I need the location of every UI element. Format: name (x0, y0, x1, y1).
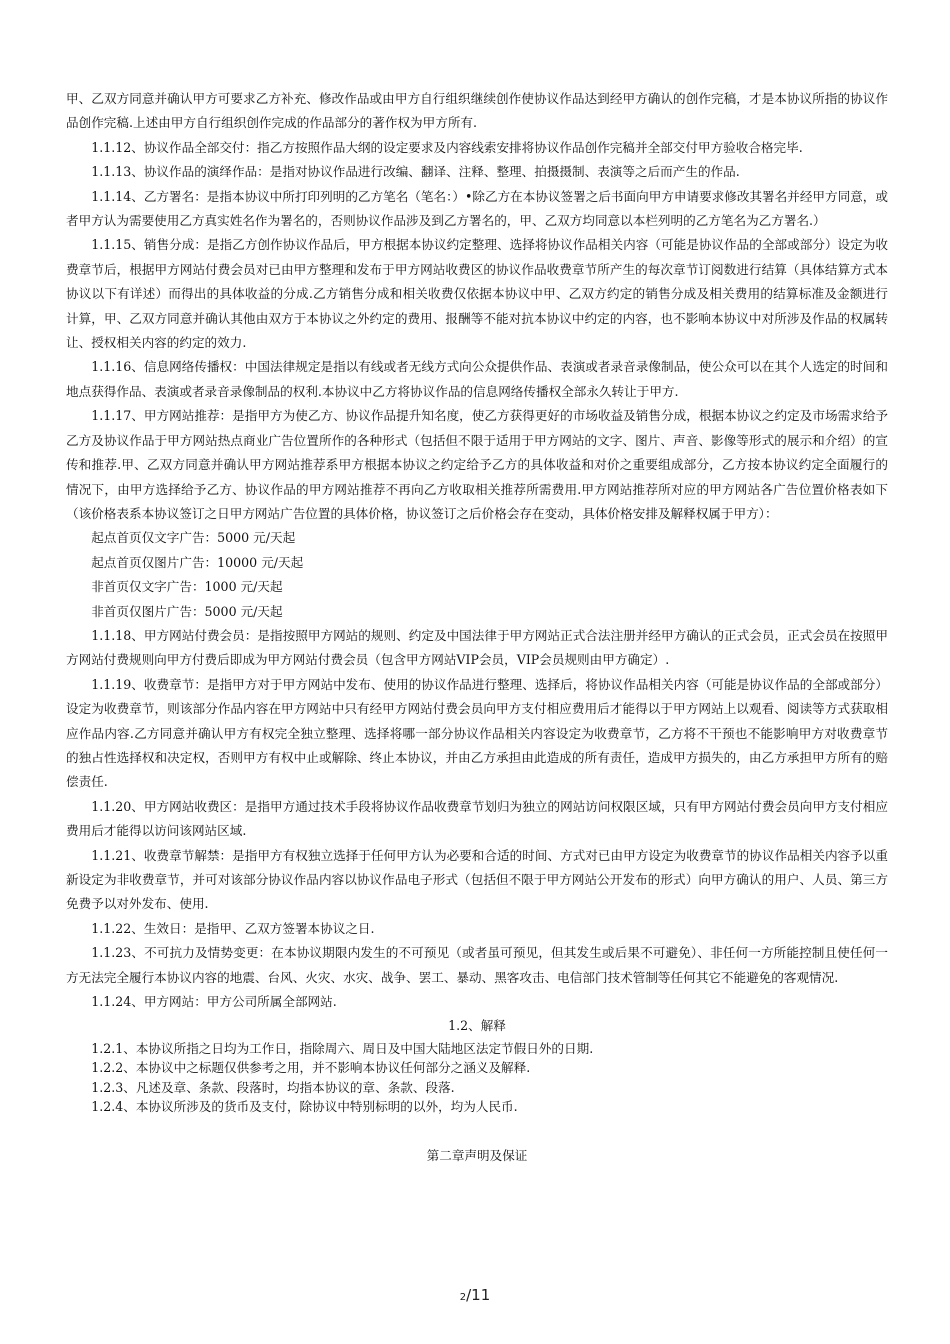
clause-1-2-1: 1.2.1、本协议所指之日均为工作日，指除周六、周日及中国大陆地区法定节假日外的日期. (91, 1040, 594, 1056)
clause-1-1-22: 1.1.22、生效日：是指甲、乙双方签署本协议之日. (91, 920, 375, 936)
clause-1-2-2: 1.2.2、本协议中之标题仅供参考之用，并不影响本协议任何部分之涵义及解释. (91, 1060, 531, 1076)
chapter-title: 第二章声明及保证 (426, 1147, 528, 1163)
document-body (66, 87, 888, 1168)
clause-1-1-19: 1.1.19、收费章节：是指甲方对于甲方网站中发布、使用的协议作品进行整理、选择后，将协议作品相关内容（可能是协议作品的全部或部分）设定为收费章节，则该部分作品内容在甲方网站中只有经甲方网站付费会员向甲方支付相应费用后才能得以于甲方网站上以观看、阅读等方式获取相应作品内容.乙方同意并确认甲方有权完全独立整理、选择将哪一部分协议作品相关内容设定为收费章节，乙方将不干预也不能影响甲方对收费章节的独占性选择权和决定权，否则甲方有权中止或解除、终止本协议，并由乙方承担由此造成的所有责任，造成甲方损失的，由乙方承担甲方所有的赔偿责任. (66, 676, 888, 790)
clause-1-1-21: 1.1.21、收费章节解禁：是指甲方有权独立选择于任何甲方认为必要和合适的时间、方式对已由甲方设定为收费章节的协议作品相关内容予以重新设定为非收费章节，并可对该部分协议作品内容以协议作品电子形式（包括但不限于甲方网站公开发布的形式）向甲方确认的用户、人员、第三方免费予以对外发布、使用. (66, 847, 888, 912)
clause-1-1-13: 1.1.13、协议作品的演绎作品：是指对协议作品进行改编、翻译、注释、整理、拍摄摄制、表演等之后而产生的作品. (91, 164, 740, 180)
clause-1-1-14: 1.1.14、乙方署名：是指本协议中所打印列明的乙方笔名（笔名：）•除乙方在本协议签署之后书面向甲方申请要求修改其署名并经甲方同意，或者甲方认为需要使用乙方真实姓名作为署名的，否则协议作品涉及到乙方署名的，甲、乙双方均同意以本栏列明的乙方笔名为乙方署名.） (66, 188, 888, 229)
price-item: 非首页仅文字广告：1000 元/天起 (91, 579, 283, 595)
page-number (0, 1286, 950, 1304)
price-item: 起点首页仅图片广告：10000 元/天起 (91, 554, 304, 570)
price-item: 起点首页仅文字广告：5000 元/天起 (91, 530, 296, 546)
clause-1-1-24: 1.1.24、甲方网站：甲方公司所属全部网站. (91, 994, 337, 1010)
price-item: 非首页仅图片广告：5000 元/天起 (91, 603, 283, 619)
clause-1-1-20: 1.1.20、甲方网站收费区：是指甲方通过技术手段将协议作品收费章节划归为独立的网站访问权限区域，只有甲方网站付费会员向甲方支付相应费用后才能得以访问该网站区域. (66, 798, 888, 839)
paragraph-intro: 甲、乙双方同意并确认甲方可要求乙方补充、修改作品或由甲方自行组织继续创作使协议作品达到经甲方确认的创作完稿，才是本协议所指的协议作品创作完稿.上述由甲方自行组织创作完成的作品部分的著作权为甲方所有. (66, 91, 888, 131)
page-current: 2 (459, 1292, 467, 1303)
clause-1-2-3: 1.2.3、凡述及章、条款、段落时，均指本协议的章、条款、段落. (91, 1079, 455, 1095)
page-total: /11 (466, 1286, 491, 1304)
clause-1-2-4: 1.2.4、本协议所涉及的货币及支付，除协议中特别标明的以外，均为人民币. (91, 1099, 518, 1115)
clause-1-1-17: 1.1.17、甲方网站推荐：是指甲方为使乙方、协议作品提升知名度，使乙方获得更好的市场收益及销售分成，根据本协议之约定及市场需求给予乙方及协议作品于甲方网站热点商业广告位置所作的各种形式（包括但不限于适用于甲方网站的文字、图片、声音、影像等形式的展示和介绍）的宣传和推荐.甲、乙双方同意并确认甲方网站推荐系甲方根据本协议之约定给予乙方的具体收益和对价之重要组成部分，乙方按本协议约定全面履行的情况下，由甲方选择给予乙方、协议作品的甲方网站推荐不再向乙方收取相关推荐所需费用.甲方网站推荐所对应的甲方网站各广告位置价格表如下（该价格表系本协议签订之日甲方网站广告位置的具体价格，协议签订之后价格会存在变动，具体价格安排及解释权属于甲方）： (66, 408, 888, 521)
clause-1-1-15: 1.1.15、销售分成：是指乙方创作协议作品后，甲方根据本协议约定整理、选择将协议作品相关内容（可能是协议作品的全部或部分）设定为收费章节后，根据甲方网站付费会员对已由甲方整理和发布于甲方网站收费区的协议作品收费章节所产生的每次章节订阅数进行结算（具体结算方式本协议以下有详述）而得出的具体收益的分成.乙方销售分成和相关收费仅依据本协议中甲、乙双方约定的销售分成及相关费用的结算标准及金额进行计算，甲、乙双方同意并确认其他由双方于本协议之外约定的费用、报酬等不能对抗本协议中约定的内容，也不影响本协议中对所涉及作品的权属转让、授权相关内容的约定的效力. (66, 237, 888, 351)
clause-1-1-12: 1.1.12、协议作品全部交付：指乙方按照作品大纲的设定要求及内容线索安排将协议作品创作完稿并全部交付甲方验收合格完毕. (91, 139, 803, 155)
clause-1-1-16: 1.1.16、信息网络传播权：中国法律规定是指以有线或者无线方式向公众提供作品、表演或者录音录像制品，使公众可以在其个人选定的时间和地点获得作品、表演或者录音录像制品的权利.本协议中乙方将协议作品的信息网络传播权全部永久转让于甲方. (66, 359, 888, 399)
clause-1-1-18: 1.1.18、甲方网站付费会员：是指按照甲方网站的规则、约定及中国法律于甲方网站正式合法注册并经甲方确认的正式会员，正式会员在按照甲方网站付费规则向甲方付费后即成为甲方网站付费会员（包含甲方网站VIP会员，VIP会员规则由甲方确定）. (66, 627, 888, 668)
section-title: 1.2、解释 (448, 1018, 506, 1034)
clause-1-1-23: 1.1.23、不可抗力及情势变更：在本协议期限内发生的不可预见（或者虽可预见，但其发生或后果不可避免）、非任何一方所能控制且使任何一方无法完全履行本协议内容的地震、台风、火灾、水灾、战争、罢工、暴动、黑客攻击、电信部门技术管制等任何其它不能避免的客观情况. (66, 945, 888, 985)
